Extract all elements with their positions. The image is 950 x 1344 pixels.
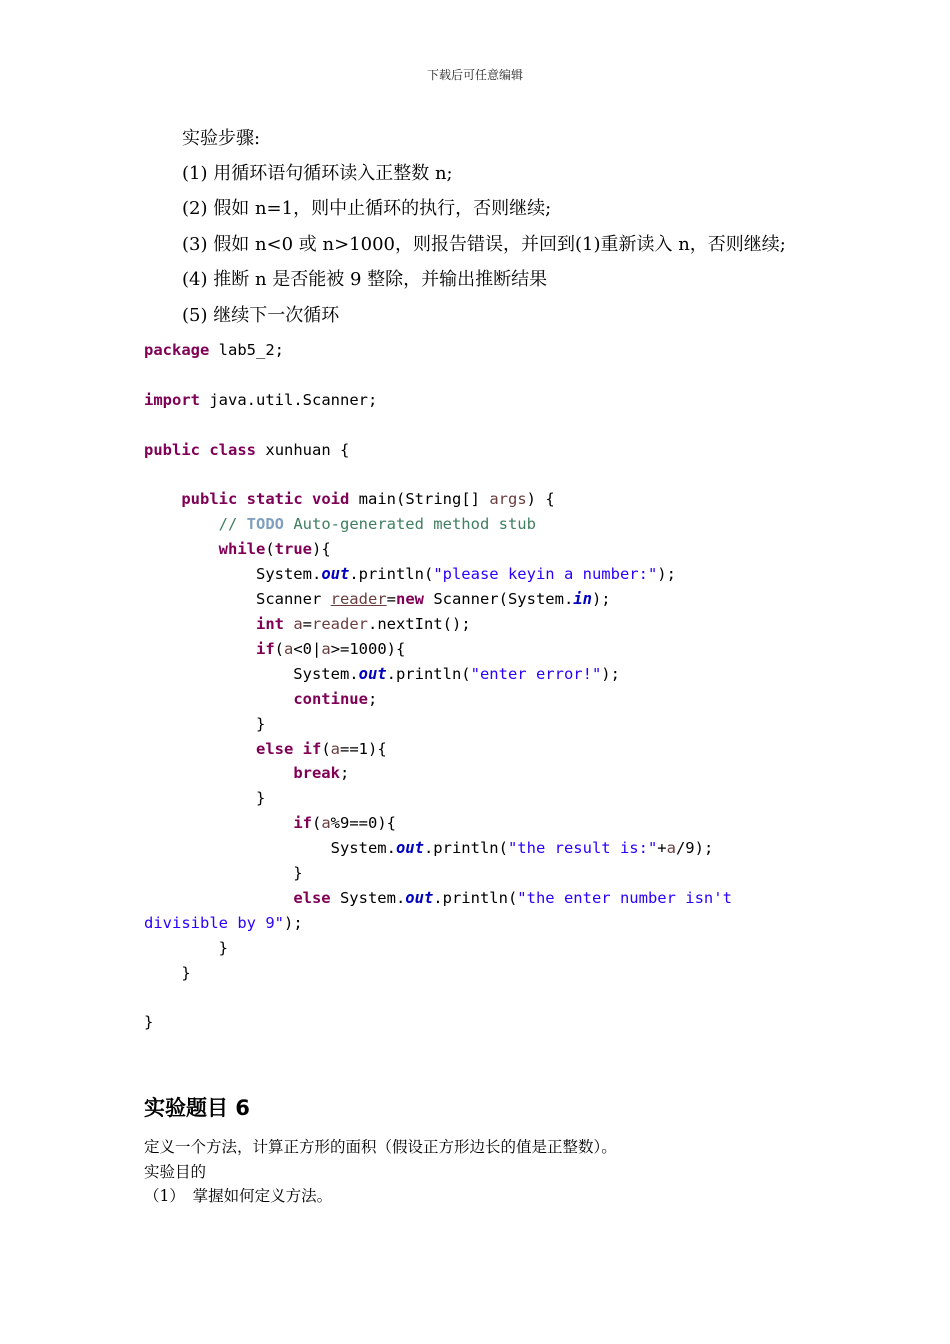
step-1: (1) 用循环语句循环读入正整数 n; [182, 163, 453, 184]
aim-item-1: （1） 掌握如何定义方法。 [144, 1187, 333, 1205]
todo-comment: Auto-generated method stub [293, 515, 536, 534]
page-header: 下载后可任意编辑 [426, 68, 523, 82]
not-divisible-string-2: divisible by 9" [144, 913, 284, 932]
package-name: lab5_2 [218, 341, 275, 359]
prompt-string: "please keyin a number:" [433, 565, 658, 584]
code-block: package lab5_2; import java.util.Scanner; public class xunhuan { public static void main(String[] args) { // TODO Auto-generated method stub while(true){ System.out.println("please keyin a number:"); Scanner reader=new Scanner(System.in); int a=reader.nextInt(); if(a<0|a>=1000){ System.out.println("enter error!"); continue; } else if(a==1){ break; } if(a%9==0){ System.out.println("the result is:"+a/9); } else System.out.println("the enter number isn't divisible by 9"); } } } [144, 341, 732, 1032]
section-title: 实验题目 6 [144, 1096, 250, 1120]
step-2: (2) 假如 n=1，则中止循环的执行，否则继续; [182, 198, 552, 219]
step-5: (5) 继续下一次循环 [182, 305, 340, 326]
error-string: "enter error!" [470, 664, 602, 683]
not-divisible-string-1: "the enter number isn't [517, 888, 732, 907]
import-path: java.util.Scanner [209, 390, 368, 409]
steps-title: 实验步骤: [182, 128, 261, 149]
aim-title: 实验目的 [144, 1163, 207, 1181]
step-3: (3) 假如 n<0 或 n>1000，则报告错误，并回到(1)重新读入 n，否则继续; [182, 234, 786, 255]
result-string: "the result is:" [507, 839, 658, 858]
step-4: (4) 推断 n 是否能被 9 整除，并输出推断结果 [182, 269, 548, 290]
section-description: 定义一个方法，计算正方形的面积（假设正方形边长的值是正整数）。 [144, 1138, 617, 1156]
class-name: xunhuan [265, 440, 331, 459]
